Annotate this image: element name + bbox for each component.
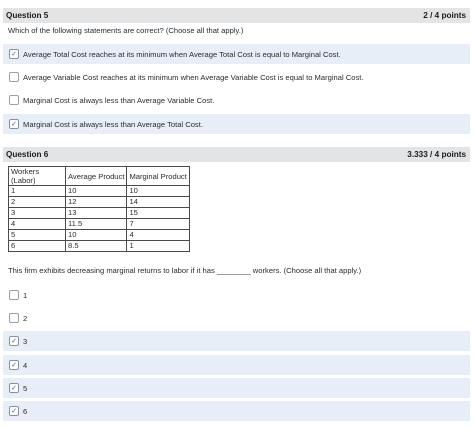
table-row: [9, 208, 190, 219]
option-label: 4: [23, 360, 28, 370]
question-5-header: [3, 8, 470, 23]
table-cell: 1: [127, 241, 190, 252]
table-cell: 8.5: [66, 241, 127, 252]
answer-option[interactable]: [3, 308, 470, 328]
table-cell: 10: [66, 186, 127, 197]
table-cell: 2: [9, 197, 66, 208]
table-cell: 4: [9, 219, 66, 230]
option-label: Average Total Cost reaches at its minimum when Average Total Cost is equal to Marginal Cost.: [23, 49, 341, 59]
table-cell: 6: [9, 241, 66, 252]
checkbox-checked-icon[interactable]: ✓: [9, 383, 19, 393]
table-cell: 5: [9, 230, 66, 241]
table-cell: 10: [66, 230, 127, 241]
question-points: 2 / 4 points: [423, 11, 466, 20]
checkbox-checked-icon[interactable]: ✓: [9, 119, 19, 129]
table-cell: 3: [9, 208, 66, 219]
answer-option[interactable]: [3, 114, 470, 134]
table-cell: 13: [66, 208, 127, 219]
answer-option[interactable]: [3, 285, 470, 305]
option-label: Marginal Cost is always less than Average Variable Cost.: [23, 95, 215, 105]
answer-option[interactable]: [3, 67, 470, 87]
column-header: Average Product: [66, 167, 127, 186]
table-cell: 11.5: [66, 219, 127, 230]
answer-option[interactable]: [3, 44, 470, 64]
product-table: [8, 166, 190, 252]
answer-option[interactable]: [3, 331, 470, 351]
table-row: [9, 219, 190, 230]
question-prompt: This firm exhibits decreasing marginal returns to labor if it has ________ workers. (Choose all that apply.): [8, 266, 362, 275]
answer-option[interactable]: [3, 90, 470, 110]
checkbox-icon[interactable]: [9, 290, 19, 300]
question-title: Question 6: [6, 150, 49, 159]
table-cell: 12: [66, 197, 127, 208]
checkbox-checked-icon[interactable]: ✓: [9, 360, 19, 370]
question-prompt: Which of the following statements are correct? (Choose all that apply.): [8, 26, 244, 35]
option-label: Marginal Cost is always less than Average Total Cost.: [23, 119, 203, 129]
checkbox-icon[interactable]: [9, 313, 19, 323]
checkbox-checked-icon[interactable]: ✓: [9, 49, 19, 59]
table-cell: 1: [9, 186, 66, 197]
table-cell: 4: [127, 230, 190, 241]
table-cell: 7: [127, 219, 190, 230]
column-header: Marginal Product: [127, 167, 190, 186]
option-label: 1: [23, 290, 28, 300]
table-row: [9, 186, 190, 197]
checkbox-checked-icon[interactable]: ✓: [9, 336, 19, 346]
table-row: [9, 197, 190, 208]
table-row: [9, 241, 190, 252]
option-label: Average Variable Cost reaches at its minimum when Average Variable Cost is equal to Marginal Cost.: [23, 72, 364, 82]
option-label: 6: [23, 406, 28, 416]
answer-option[interactable]: [3, 401, 470, 421]
question-6-header: [3, 147, 470, 162]
answer-option[interactable]: [3, 378, 470, 398]
option-label: 5: [23, 383, 28, 393]
checkbox-checked-icon[interactable]: ✓: [9, 406, 19, 416]
checkbox-icon[interactable]: [9, 72, 19, 82]
option-label: 3: [23, 336, 28, 346]
answer-option[interactable]: [3, 355, 470, 375]
question-points: 3.333 / 4 points: [407, 150, 466, 159]
column-header: Workers (Labor): [9, 167, 66, 186]
table-cell: 14: [127, 197, 190, 208]
option-label: 2: [23, 313, 28, 323]
table-cell: 15: [127, 208, 190, 219]
table-row: [9, 230, 190, 241]
checkbox-icon[interactable]: [9, 95, 19, 105]
table-header-row: [9, 167, 190, 186]
question-title: Question 5: [6, 11, 49, 20]
table-cell: 10: [127, 186, 190, 197]
